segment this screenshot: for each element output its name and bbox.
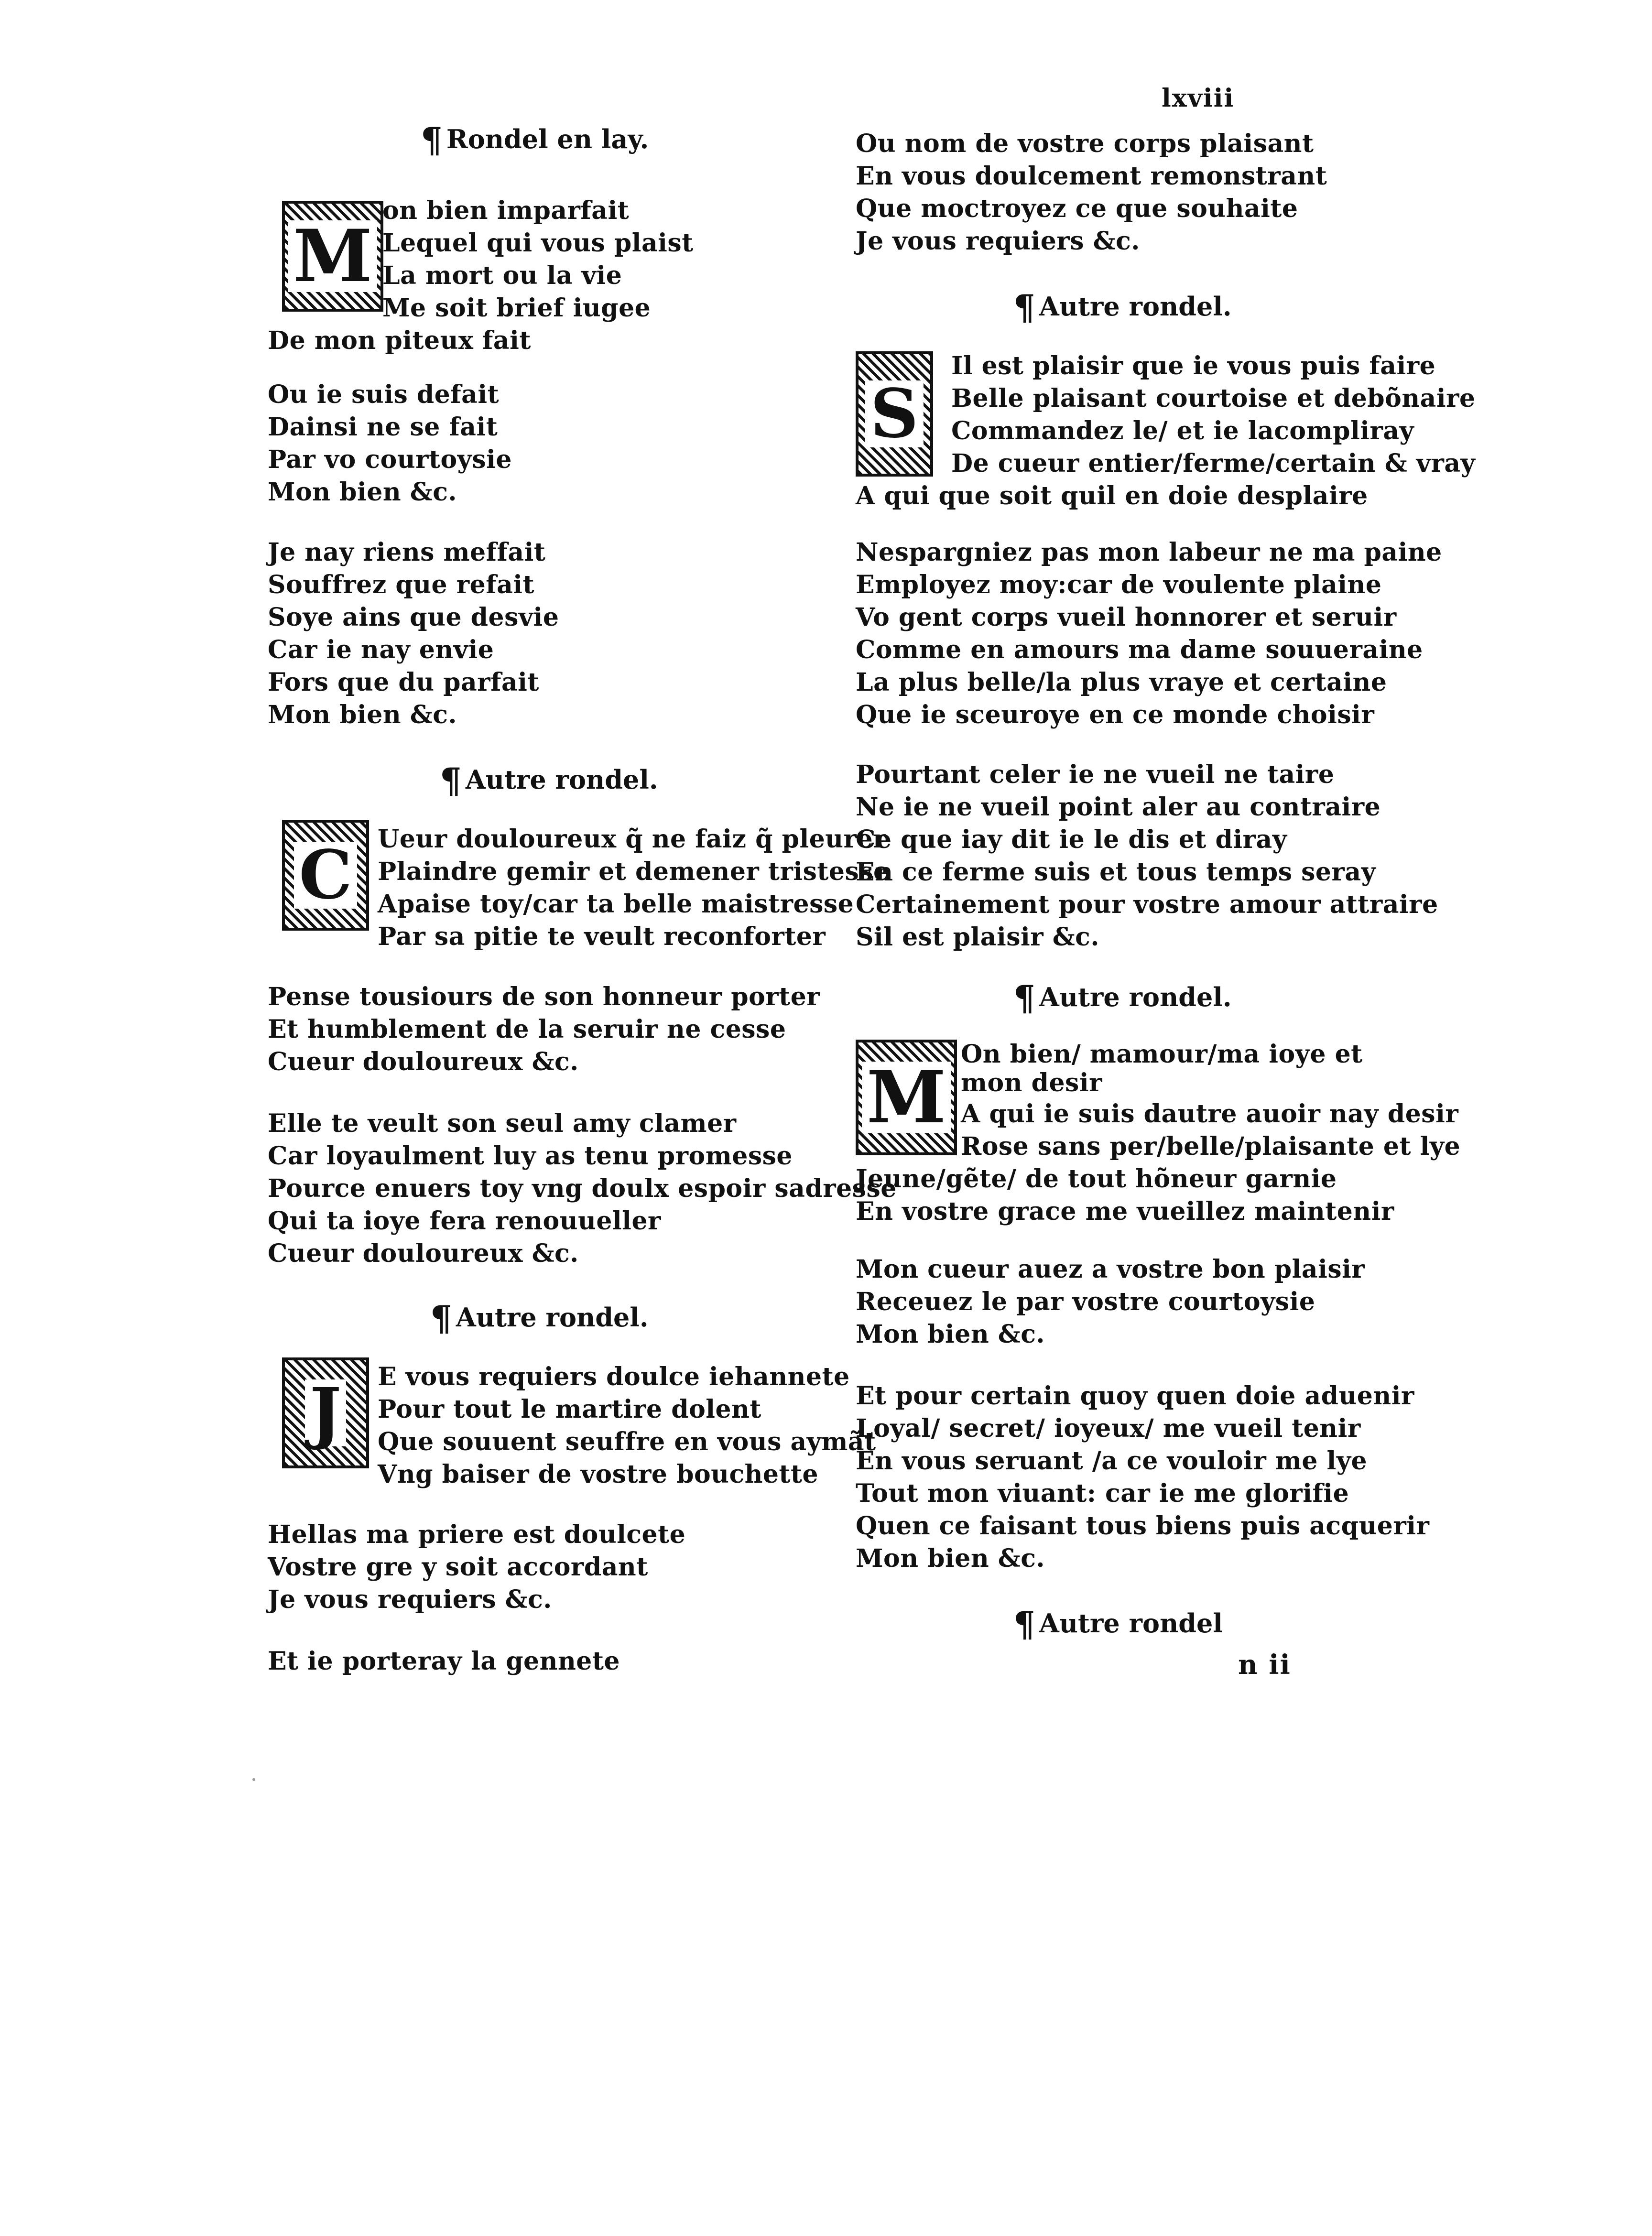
verse-line: Dainsi ne se fait <box>268 412 498 442</box>
decorated-initial-m: M <box>282 201 383 312</box>
verse-line: Cueur douloureux &c. <box>268 1047 579 1076</box>
verse-line: La plus belle/la plus vraye et certaine <box>856 668 1387 697</box>
verse-line: Qui ta ioye fera renouueller <box>268 1206 661 1236</box>
verse-line: Ce que iay dit ie le dis et diray <box>856 825 1287 854</box>
verse-line: Ne ie ne vueil point aler au contraire <box>856 792 1381 822</box>
heading-autre-rondel: ¶ Autre rondel. <box>430 1298 649 1338</box>
paper-speck <box>252 1778 255 1781</box>
pilcrow-icon: ¶ <box>1013 1604 1035 1644</box>
verse-line: Quen ce faisant tous biens puis acquerir <box>856 1511 1430 1541</box>
verse-line: Souffrez que refait <box>268 570 535 599</box>
verse-line: Hellas ma priere est doulcete <box>268 1520 686 1549</box>
verse-line: De cueur entier/ferme/certain & vray <box>951 449 1476 478</box>
verse-line: Rose sans per/belle/plaisante et lye <box>961 1132 1461 1161</box>
verse-line: Commandez le/ et ie lacompliray <box>951 416 1414 445</box>
heading-autre-rondel: ¶ Autre rondel. <box>1013 287 1232 327</box>
verse-line: Vostre gre y soit accordant <box>268 1552 648 1582</box>
verse-line: Sil est plaisir &c. <box>856 923 1099 952</box>
verse-line: E vous requiers doulce iehannete <box>378 1362 850 1391</box>
verse-line: Que souuent seuffre en vous aymãt <box>378 1427 876 1456</box>
verse-line: A qui que soit quil en doie desplaire <box>856 481 1368 510</box>
verse-line: A qui ie suis dautre auoir nay desir <box>961 1099 1459 1129</box>
verse-line: mon desir <box>961 1068 1102 1097</box>
heading-autre-rondel: ¶ Autre rondel. <box>440 760 658 801</box>
verse-line: En vostre grace me vueillez maintenir <box>856 1197 1394 1226</box>
verse-line: Soye ains que desvie <box>268 603 559 632</box>
verse-line: Mon bien &c. <box>268 478 457 507</box>
pilcrow-icon: ¶ <box>440 760 462 801</box>
verse-line: Vo gent corps vueil honnorer et seruir <box>856 603 1397 632</box>
verse-line: De mon piteux fait <box>268 326 531 355</box>
verse-line: Que moctroyez ce que souhaite <box>856 194 1298 223</box>
signature-mark: n ii <box>1238 1649 1291 1681</box>
verse-line: Mon bien &c. <box>856 1544 1045 1573</box>
verse-line: Jeune/gẽte/ de tout hõneur garnie <box>856 1164 1337 1194</box>
verse-line: Receuez le par vostre courtoysie <box>856 1287 1315 1316</box>
verse-line: Apaise toy/car ta belle maistresse <box>378 890 854 919</box>
verse-line: Comme en amours ma dame souueraine <box>856 635 1423 664</box>
verse-line: En vous seruant /a ce vouloir me lye <box>856 1446 1368 1476</box>
verse-line: Ou ie suis defait <box>268 380 500 409</box>
verse-line: Cueur douloureux &c. <box>268 1239 579 1268</box>
verse-line: En vous doulcement remonstrant <box>856 162 1327 191</box>
verse-line: Pense tousiours de son honneur porter <box>268 982 820 1011</box>
verse-line: Je nay riens meffait <box>268 538 546 567</box>
verse-line: En ce ferme suis et tous temps seray <box>856 857 1376 887</box>
verse-line: Me soit brief iugee <box>382 293 651 323</box>
verse-line: Ou nom de vostre corps plaisant <box>856 129 1314 158</box>
verse-line: Mon cueur auez a vostre bon plaisir <box>856 1255 1365 1284</box>
verse-line: on bien imparfait <box>382 196 630 225</box>
heading-rondel-en-lay: ¶ Rondel en lay. <box>421 119 649 160</box>
verse-line: Que ie sceuroye en ce monde choisir <box>856 700 1375 729</box>
verse-line: Pourtant celer ie ne vueil ne taire <box>856 760 1335 789</box>
verse-line: Car loyaulment luy as tenu promesse <box>268 1141 793 1171</box>
verse-line: Employez moy:car de voulente plaine <box>856 570 1382 599</box>
verse-line: Lequel qui vous plaist <box>382 228 694 258</box>
verse-line: Mon bien &c. <box>268 700 457 729</box>
verse-line: Je vous requiers &c. <box>856 227 1140 256</box>
decorated-initial-c: C <box>282 820 369 931</box>
verse-line: Car ie nay envie <box>268 635 494 664</box>
verse-line: Ueur douloureux q̃ ne faiz q̃ pleurer <box>378 825 886 854</box>
decorated-initial-s: S <box>856 351 933 477</box>
folio-number: lxviii <box>1162 84 1235 113</box>
verse-line: Loyal/ secret/ ioyeux/ me vueil tenir <box>856 1414 1361 1443</box>
verse-line: Nespargniez pas mon labeur ne ma paine <box>856 538 1442 567</box>
verse-line: Il est plaisir que ie vous puis faire <box>951 351 1436 380</box>
verse-line: Vng baiser de vostre bouchette <box>378 1460 819 1489</box>
verse-line: Et pour certain quoy quen doie aduenir <box>856 1381 1414 1411</box>
pilcrow-icon: ¶ <box>1013 287 1035 327</box>
verse-line: La mort ou la vie <box>382 261 622 290</box>
verse-line: Pour tout le martire dolent <box>378 1395 761 1424</box>
verse-line: Pource enuers toy vng doulx espoir sadresse <box>268 1174 897 1203</box>
heading-autre-rondel: ¶ Autre rondel <box>1013 1604 1223 1644</box>
verse-line: Par sa pitie te veult reconforter <box>378 922 826 951</box>
verse-line: Belle plaisant courtoise et debõnaire <box>951 384 1476 413</box>
pilcrow-icon: ¶ <box>430 1298 452 1338</box>
verse-line: Mon bien &c. <box>856 1320 1045 1349</box>
verse-line: Par vo courtoysie <box>268 445 512 474</box>
verse-line: Tout mon viuant: car ie me glorifie <box>856 1479 1349 1508</box>
verse-line: On bien/ mamour/ma ioye et <box>961 1040 1363 1069</box>
pilcrow-icon: ¶ <box>421 119 443 160</box>
decorated-initial-m: M <box>856 1040 957 1155</box>
verse-line: Elle te veult son seul amy clamer <box>268 1109 737 1138</box>
decorated-initial-j: J <box>282 1357 369 1468</box>
verse-line: Certainement pour vostre amour attraire <box>856 890 1438 919</box>
verse-line: Je vous requiers &c. <box>268 1585 552 1614</box>
pilcrow-icon: ¶ <box>1013 977 1035 1018</box>
verse-line: Fors que du parfait <box>268 668 539 697</box>
verse-line: Et humblement de la seruir ne cesse <box>268 1015 786 1044</box>
heading-autre-rondel: ¶ Autre rondel. <box>1013 977 1232 1018</box>
verse-line: Plaindre gemir et demener tristesse <box>378 857 890 886</box>
verse-line: Et ie porteray la gennete <box>268 1647 620 1676</box>
